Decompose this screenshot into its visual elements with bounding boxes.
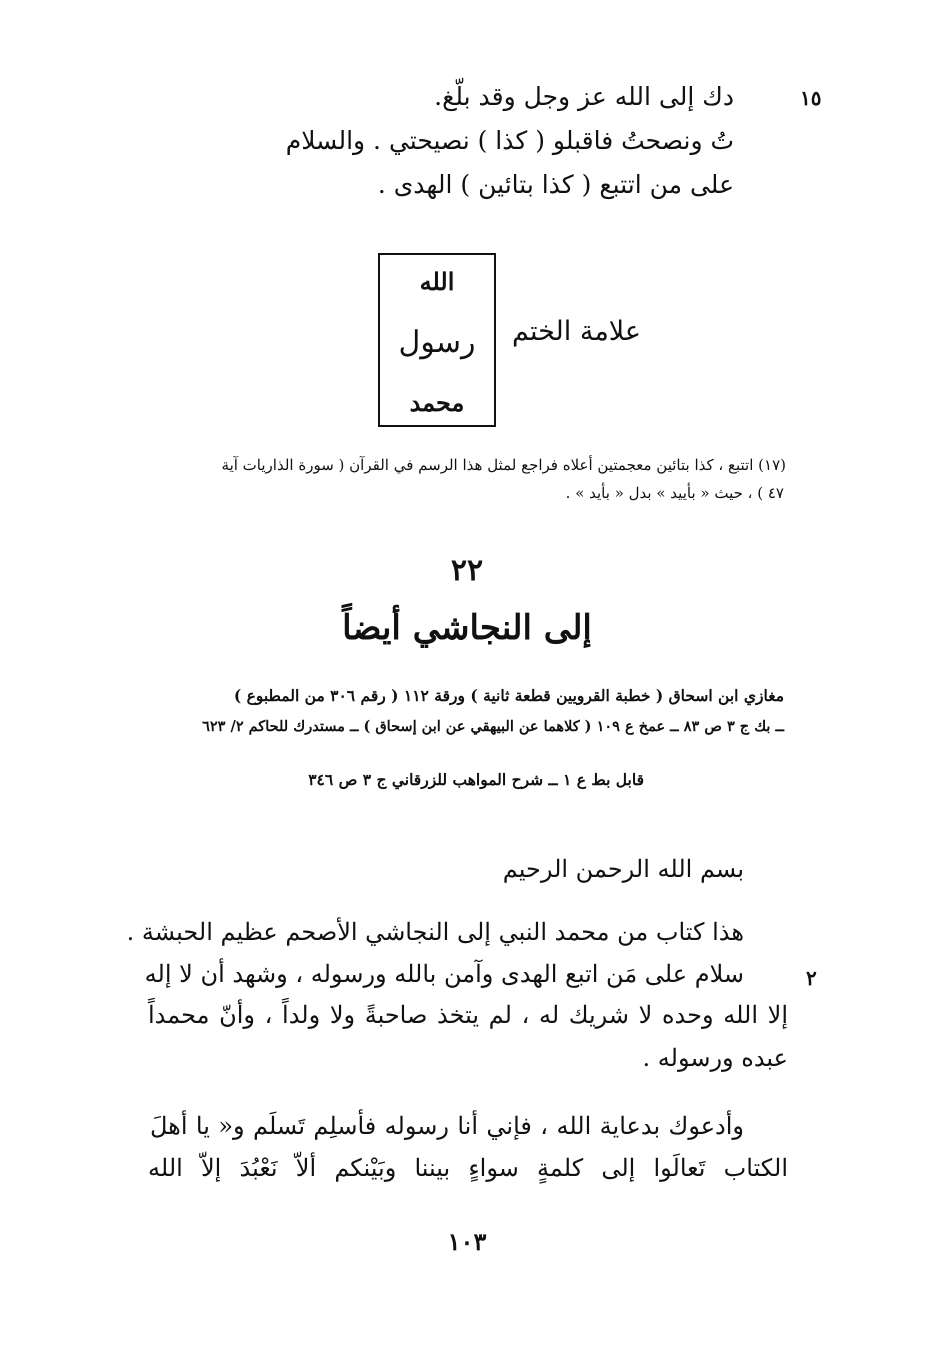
paragraph1-line-1: سلام على مَن اتبع الهدى وآمن بالله ورسوله ، وشهد أن لا إله [144, 960, 744, 988]
line-number-15: ١٥ [800, 86, 822, 110]
source-line-1: مغازي ابن اسحاق ( خطبة القرويين قطعة ثانية ) ورقة ١١٢ ( رقم ٣٠٦ من المطبوع ) [233, 686, 784, 705]
letter-opening: هذا كتاب من محمد النبي إلى النجاشي الأصحم عظيم الحبشة . [126, 918, 744, 946]
paragraph2-line-1: وأدعوك بدعاية الله ، فإني أنا رسوله فأسلِم تَسلَم و« يا أهلَ [150, 1112, 744, 1140]
seal-line-allah: الله [419, 267, 455, 296]
section-number: ٢٢ [450, 553, 484, 588]
section-title: إلى النجاشي أيضاً [342, 608, 592, 648]
footnote-line-1: (١٧) اتتبع ، كذا بتائين معجمتين أعلاه فراجع لمثل هذا الرسم في القرآن ( سورة الذاريات آية [221, 456, 786, 474]
paragraph1-line-3: عبده ورسوله . [642, 1044, 788, 1072]
page-number: ١٠٣ [447, 1227, 487, 1256]
prophet-seal [378, 253, 496, 427]
source-line-2: ــ بك ج ٣ ص ٨٣ ــ عمخ ع ١٠٩ ( كلاهما عن البيهقي عن ابن إسحاق ) ــ مستدرك للحاكم ٢/ ٦٢٣ [202, 718, 784, 735]
paragraph2-line-2: الكتاب تَعالَوا إلى كلمةٍ سواءٍ بيننا وبَيْنكم ألاّ نَعْبُدَ إلاّ الله [148, 1154, 788, 1182]
paragraph1-line-2: إلا الله وحده لا شريك له ، لم يتخذ صاحبةً ولا ولداً ، وأنّ محمداً [148, 1001, 788, 1029]
verse-line-1: دك إلى الله عز وجل وقد بلّغ‏. [434, 82, 734, 111]
line-number-2: ٢ [806, 966, 817, 990]
seal-line-rasul: رسول [398, 324, 476, 360]
verse-line-2: تُ ونصحتُ فاقبلو ( كذا ) نصيحتي . والسلام [285, 126, 734, 155]
basmala: بسم الله الرحمن الرحيم [502, 855, 744, 883]
footnote-line-2: ٤٧ ) ، حيث « بأييد » بدل « بأيد » . [565, 484, 784, 502]
seal-line-muhammad: محمد [409, 388, 465, 417]
seal-label: علامة الختم [512, 316, 642, 347]
verse-line-3: على من اتتبع ( كذا بتائين ) الهدى . [377, 170, 734, 199]
source-line-3: قابل بط ع ١ ــ شرح المواهب للزرقاني ج ٣ ص ٣٤٦ [308, 770, 644, 789]
